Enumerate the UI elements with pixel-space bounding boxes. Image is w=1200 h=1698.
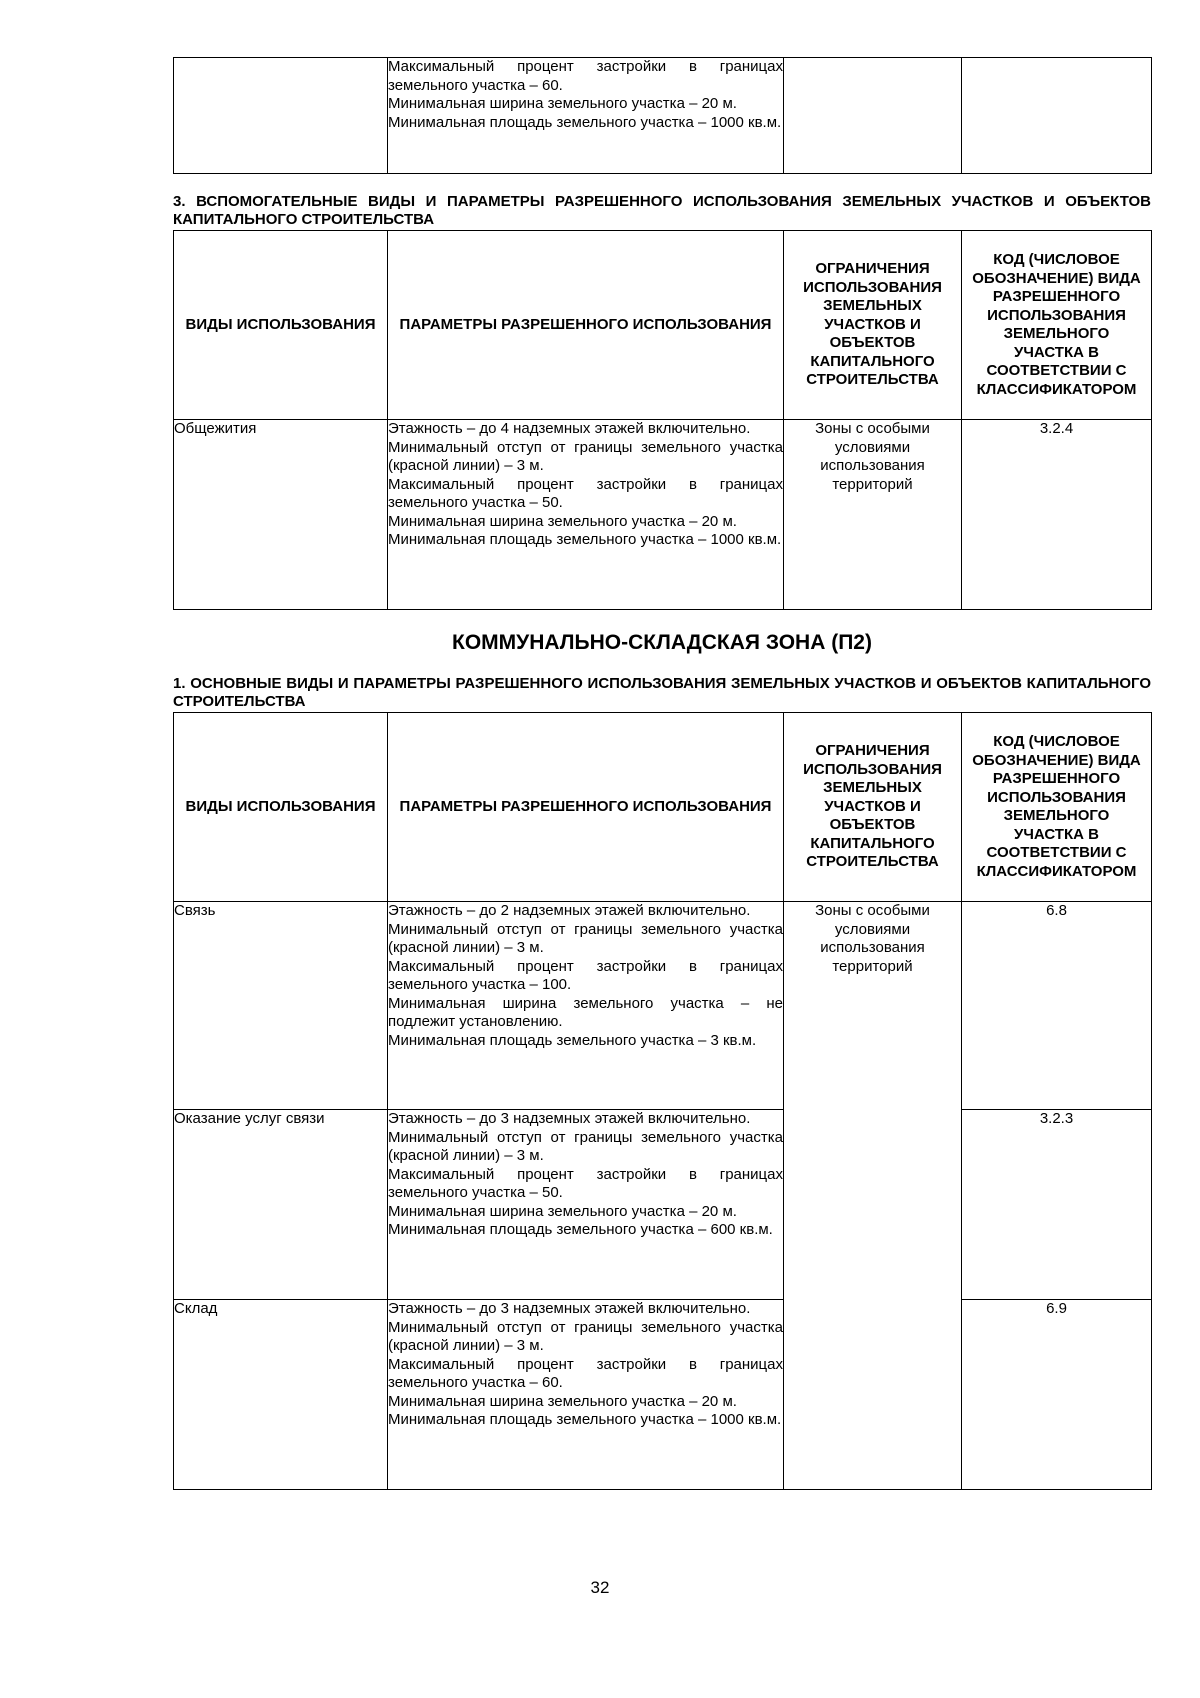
table-header-row [174,231,1152,420]
param-line: Максимальный процент застройки в границах земельного участка – 60. [388,1355,783,1391]
column-header-uses: ВИДЫ ИСПОЛЬЗОВАНИЯ [174,231,388,420]
column-header-params: ПАРАМЕТРЫ РАЗРЕШЕННОГО ИСПОЛЬЗОВАНИЯ [388,713,784,902]
param-line: Минимальная площадь земельного участка – 1000 кв.м. [388,1411,782,1428]
param-line: Минимальная ширина земельного участка – 20 м. [388,512,737,530]
column-header-code: КОД (ЧИСЛОВОЕ ОБОЗНАЧЕНИЕ) ВИДА РАЗРЕШЕННОГО ИСПОЛЬЗОВАНИЯ ЗЕМЕЛЬНОГО УЧАСТКА В СООТВЕТСТВИИ С КЛАССИФИКАТОРОМ [962,713,1152,902]
param-line: Максимальный процент застройки в границах земельного участка – 50. [388,1165,783,1201]
use-cell: Общежития [174,420,388,610]
param-line: Минимальный отступ от границы земельного участка (красной линии) – 3 м. [388,1318,783,1354]
table-row [174,902,1152,1110]
param-line: Минимальная ширина земельного участка – не подлежит установлению. [388,994,783,1030]
param-line: Минимальная площадь земельного участка – 3 кв.м. [388,1031,757,1049]
use-cell: Оказание услуг связи [174,1110,388,1300]
continuation-table [173,57,1152,174]
use-cell [174,58,388,174]
param-line: Максимальный процент застройки в границах земельного участка – 60. [388,58,783,94]
table-row [174,420,1152,610]
param-line: Этажность – до 4 надземных этажей включительно. [388,420,751,437]
code-cell: 6.9 [962,1300,1152,1490]
param-line: Минимальная площадь земельного участка – 1000 кв.м. [388,531,782,548]
param-line: Минимальный отступ от границы земельного участка (красной линии) – 3 м. [388,920,783,956]
page-number: 32 [590,1578,610,1597]
column-header-restrictions: ОГРАНИЧЕНИЯ ИСПОЛЬЗОВАНИЯ ЗЕМЕЛЬНЫХ УЧАСТКОВ И ОБЪЕКТОВ КАПИТАЛЬНОГО СТРОИТЕЛЬСТВА [784,713,962,902]
param-line: Этажность – до 3 надземных этажей включительно. [388,1110,751,1127]
table-row [174,1300,1152,1490]
param-line: Минимальная площадь земельного участка – 600 кв.м. [388,1221,773,1238]
code-cell: 3.2.3 [962,1110,1152,1300]
use-cell: Связь [174,902,388,1110]
param-line: Минимальная площадь земельного участка – 1000 кв.м. [388,113,782,131]
params-cell [388,58,784,174]
use-cell: Склад [174,1300,388,1490]
table-row [174,1110,1152,1300]
restrictions-cell [784,58,962,174]
column-header-params: ПАРАМЕТРЫ РАЗРЕШЕННОГО ИСПОЛЬЗОВАНИЯ [388,231,784,420]
table-row [174,58,1152,174]
restrictions-cell: Зоны с особыми условиями использования территорий [784,902,962,1490]
params-cell [388,902,784,1110]
section-3-heading: 3. ВСПОМОГАТЕЛЬНЫЕ ВИДЫ И ПАРАМЕТРЫ РАЗРЕШЕННОГО ИСПОЛЬЗОВАНИЯ ЗЕМЕЛЬНЫХ УЧАСТКОВ И ОБЪЕКТОВ КАПИТАЛЬНОГО СТРОИТЕЛЬСТВА [173,193,1151,228]
param-line: Минимальный отступ от границы земельного участка (красной линии) – 3 м. [388,1128,783,1164]
table-header-row [174,713,1152,902]
main-uses-table [173,712,1152,1490]
auxiliary-uses-table [173,230,1152,610]
zone-title: КОММУНАЛЬНО-СКЛАДСКАЯ ЗОНА (П2) [452,631,872,654]
code-cell: 3.2.4 [962,420,1152,610]
column-header-restrictions: ОГРАНИЧЕНИЯ ИСПОЛЬЗОВАНИЯ ЗЕМЕЛЬНЫХ УЧАСТКОВ И ОБЪЕКТОВ КАПИТАЛЬНОГО СТРОИТЕЛЬСТВА [784,231,962,420]
param-line: Максимальный процент застройки в границах земельного участка – 50. [388,475,783,511]
column-header-code: КОД (ЧИСЛОВОЕ ОБОЗНАЧЕНИЕ) ВИДА РАЗРЕШЕННОГО ИСПОЛЬЗОВАНИЯ ЗЕМЕЛЬНОГО УЧАСТКА В СООТВЕТСТВИИ С КЛАССИФИКАТОРОМ [962,231,1152,420]
column-header-uses: ВИДЫ ИСПОЛЬЗОВАНИЯ [174,713,388,902]
code-cell [962,58,1152,174]
param-line: Минимальная ширина земельного участка – 20 м. [388,95,737,112]
params-cell [388,1300,784,1490]
param-line: Этажность – до 2 надземных этажей включительно. [388,902,751,919]
param-line: Максимальный процент застройки в границах земельного участка – 100. [388,957,783,993]
section-1-heading: 1. ОСНОВНЫЕ ВИДЫ И ПАРАМЕТРЫ РАЗРЕШЕННОГО ИСПОЛЬЗОВАНИЯ ЗЕМЕЛЬНЫХ УЧАСТКОВ И ОБЪЕКТОВ КАПИТАЛЬНОГО СТРОИТЕЛЬСТВА [173,675,1151,710]
code-cell: 6.8 [962,902,1152,1110]
params-cell [388,420,784,610]
restrictions-cell: Зоны с особыми условиями использования территорий [784,420,962,610]
param-line: Этажность – до 3 надземных этажей включительно. [388,1300,751,1317]
param-line: Минимальная ширина земельного участка – 20 м. [388,1392,737,1410]
param-line: Минимальная ширина земельного участка – 20 м. [388,1202,737,1220]
param-line: Минимальный отступ от границы земельного участка (красной линии) – 3 м. [388,438,783,474]
params-cell [388,1110,784,1300]
